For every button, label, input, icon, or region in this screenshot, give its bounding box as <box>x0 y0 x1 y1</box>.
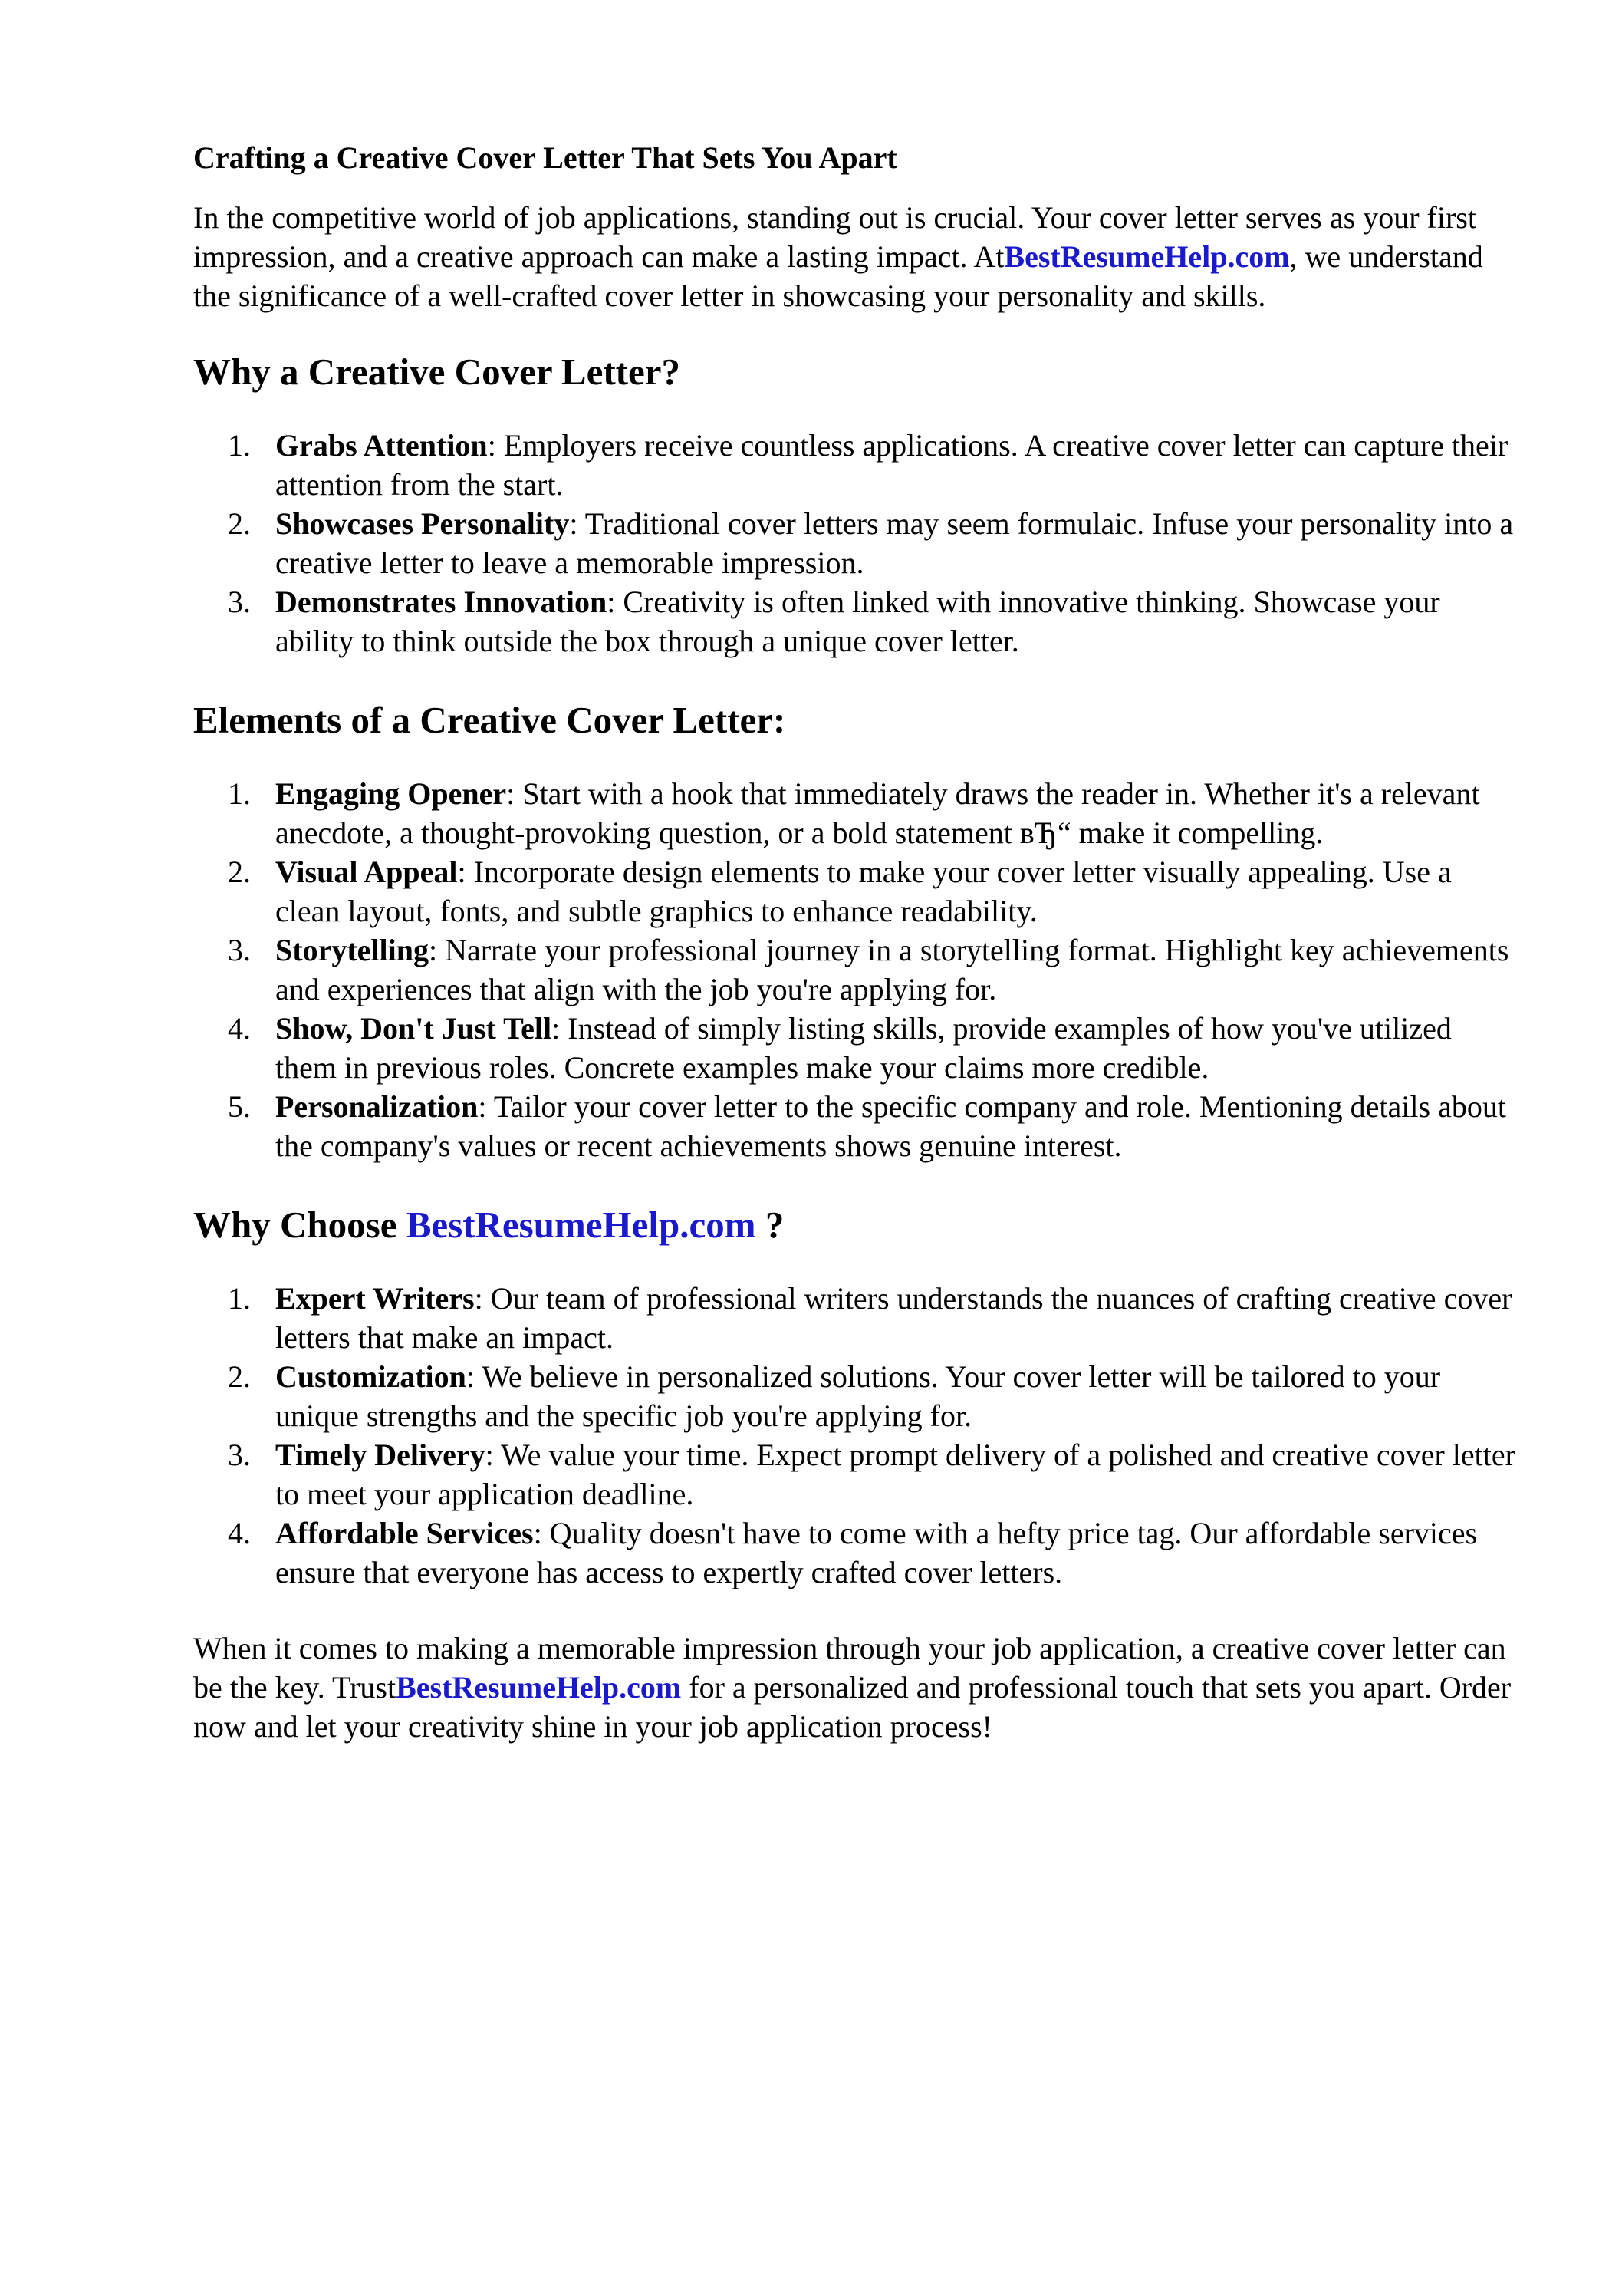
list-item <box>193 1087 1520 1165</box>
list-item-text: : Our team of professional writers understands the nuances of crafting creative cover letters that make an impact. <box>275 1281 1512 1355</box>
list-item-term: Customization <box>275 1359 466 1394</box>
list-item-number: 1. <box>228 428 251 463</box>
list-item-text: : Quality doesn't have to come with a hefty price tag. Our affordable services ensure that everyone has access to expertly crafted cover letters. <box>275 1516 1478 1589</box>
elements-list <box>193 774 1520 1165</box>
intro-text-before: In the competitive world of job applications, standing out is crucial. Your cover letter serves as your first impression, and a creative approach can make a lasting impact. At <box>193 200 1476 274</box>
document-body <box>193 138 1520 1746</box>
section-heading-elements: Elements of a Creative Cover Letter: <box>193 699 786 741</box>
site-link[interactable]: BestResumeHelp.com <box>1004 239 1290 274</box>
document-title: Crafting a Creative Cover Letter That Sets You Apart <box>193 140 897 175</box>
list-item-number: 1. <box>228 776 251 811</box>
list-item <box>193 504 1520 582</box>
list-item-text: : We believe in personalized solutions. Your cover letter will be tailored to your unique strengths and the specific job you're applying for. <box>275 1359 1441 1433</box>
intro-text-after: , we understand the significance of a well-crafted cover letter in showcasing your personality and skills. <box>193 239 1483 313</box>
list-item-term: Storytelling <box>275 933 429 967</box>
list-item <box>193 1435 1520 1514</box>
why-list <box>193 426 1520 660</box>
list-item-text: : Traditional cover letters may seem formulaic. Infuse your personality into a creative letter to leave a memorable impression. <box>275 506 1514 580</box>
list-item-term: Timely Delivery <box>275 1438 485 1472</box>
site-link-closing[interactable]: BestResumeHelp.com <box>396 1670 682 1705</box>
list-item-term: Grabs Attention <box>275 428 488 463</box>
closing-text-before: When it comes to making a memorable impression through your job application, a creative cover letter can be the key. Trust <box>193 1631 1506 1705</box>
list-item-number: 3. <box>228 585 251 619</box>
list-item-number: 2. <box>228 855 251 889</box>
list-item-text: : Instead of simply listing skills, provide examples of how you've utilized them in previous roles. Concrete examples make your claims more credible. <box>275 1011 1452 1085</box>
list-item-number: 4. <box>228 1011 251 1046</box>
list-item-number: 1. <box>228 1281 251 1316</box>
list-item-term: Engaging Opener <box>275 776 507 811</box>
list-item-number: 2. <box>228 506 251 541</box>
list-item-text: : Narrate your professional journey in a storytelling format. Highlight key achievements and experiences that align with the job you're applying for. <box>275 933 1509 1006</box>
list-item-term: Expert Writers <box>275 1281 475 1316</box>
closing-text-after: for a personalized and professional touch that sets you apart. Order now and let your creativity shine in your job application process! <box>193 1670 1512 1744</box>
list-item <box>193 1357 1520 1435</box>
list-item <box>193 1009 1520 1087</box>
list-item-number: 3. <box>228 933 251 967</box>
section-heading-why: Why a Creative Cover Letter? <box>193 351 680 393</box>
choose-heading-before: Why Choose <box>193 1204 406 1246</box>
list-item <box>193 774 1520 852</box>
list-item-text: : Employers receive countless applications. A creative cover letter can capture their attention from the start. <box>275 428 1508 502</box>
list-item <box>193 426 1520 504</box>
list-item-text: : Incorporate design elements to make your cover letter visually appealing. Use a clean layout, fonts, and subtle graphics to enhance readability. <box>275 855 1452 928</box>
list-item-text: : Start with a hook that immediately draws the reader in. Whether it's a relevant anecdote, a thought-provoking question, or a bold statement вЂ“ make it compelling. <box>275 776 1480 850</box>
list-item <box>193 852 1520 931</box>
list-item-term: Affordable Services <box>275 1516 534 1550</box>
list-item-term: Visual Appeal <box>275 855 458 889</box>
list-item-text: : We value your time. Expect prompt delivery of a polished and creative cover letter to meet your application deadline. <box>275 1438 1515 1511</box>
intro-paragraph <box>193 198 1520 315</box>
list-item-number: 4. <box>228 1516 251 1550</box>
list-item-number: 5. <box>228 1089 251 1124</box>
list-item-term: Demonstrates Innovation <box>275 585 607 619</box>
section-heading-choose <box>193 1202 1520 1248</box>
list-item <box>193 1279 1520 1357</box>
site-link-heading[interactable]: BestResumeHelp.com <box>406 1204 756 1246</box>
list-item <box>193 1514 1520 1592</box>
list-item-text: : Tailor your cover letter to the specific company and role. Mentioning details about the company's values or recent achievements shows genuine interest. <box>275 1089 1506 1163</box>
list-item-number: 3. <box>228 1438 251 1472</box>
list-item <box>193 582 1520 660</box>
list-item-term: Personalization <box>275 1089 479 1124</box>
list-item <box>193 931 1520 1009</box>
list-item-text: : Creativity is often linked with innovative thinking. Showcase your ability to think outside the box through a unique cover letter. <box>275 585 1440 658</box>
choose-list <box>193 1279 1520 1592</box>
closing-paragraph <box>193 1629 1520 1746</box>
choose-heading-after: ? <box>755 1204 785 1246</box>
list-item-term: Showcases Personality <box>275 506 570 541</box>
list-item-number: 2. <box>228 1359 251 1394</box>
list-item-term: Show, Don't Just Tell <box>275 1011 552 1046</box>
